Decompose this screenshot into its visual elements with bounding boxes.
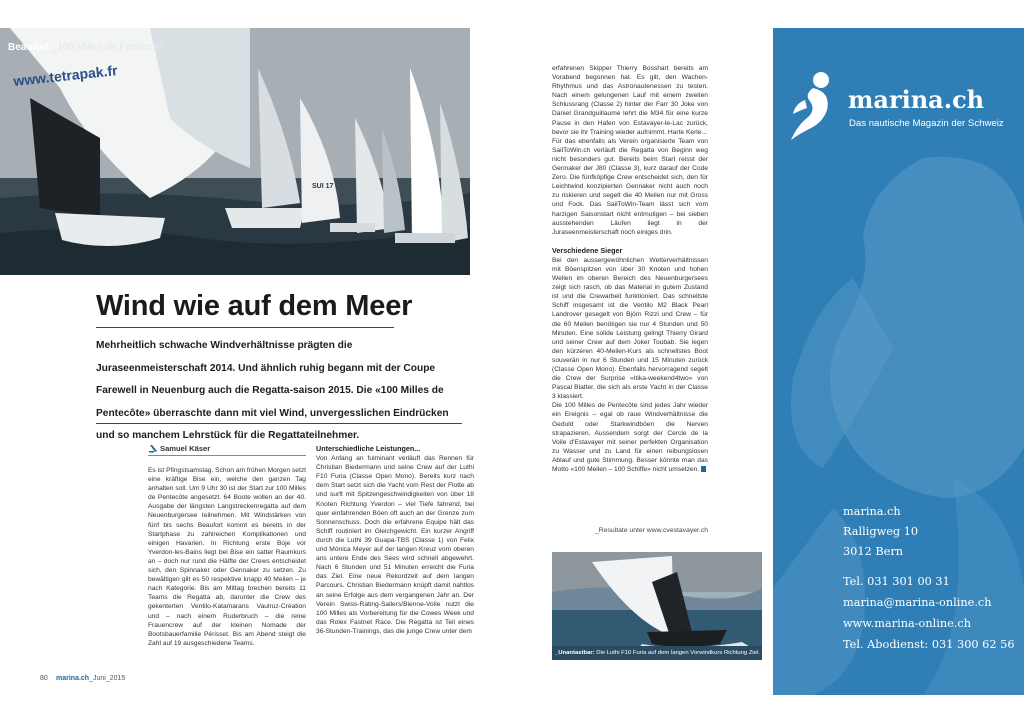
ad-street: Ralligweg 10 [843, 525, 919, 538]
article-title: Wind wie auf dem Meer [96, 290, 413, 322]
caption-label: _Unantastbar: [555, 650, 595, 656]
footer-issue: _Juni_2015 [89, 675, 126, 682]
footer-magazine [56, 675, 125, 682]
sailboat-photo-illustration [552, 552, 762, 660]
author-name: Samuel Käser [160, 444, 211, 453]
sail-number: SUI 17 [312, 183, 334, 190]
ad-company-name: marina.ch [843, 505, 901, 518]
end-of-article-icon [701, 466, 706, 472]
column-3-text-a: erfahrenen Skipper Thierry Bosshart bereits am Vorabend begonnen hat. Es gilt, den Wachen-Rhythmus und das Astronautenessen zu testen. Nach einem gelungenen Lauf mit einem zweiten Schlussrang (Classe 2) hinter der Farr 30 Joke von Daniel Grandguillaume lehrt die M34 für eine kurze Pause in den Hafen von Estavayer-le-Lac zurück, bevor sie ihr Training wieder aufnimmt. Harte Kerle... Für das ebenfalls als Verein organisierte Team von SailToWin.ch verläuft die Regatta von Beginn weg nicht besonders gut. Bereits beim Start reisst der Gennaker der J80 (Classe 3), kurz darauf der Code Zero. Die fünfköpfige Crew entscheidet sich, den für Leichtwind konzipierten Gennaker nicht auch noch zu riskieren und segelt die 40 Meilen nur mit Gross und Fock. Das SailToWin-Team lässt sich vom harzigen Saisonstart nicht entmutigen – bei sieben ausstehenden Läufen liegt in der Juraseenmeisterschaft noch einiges drin. [552, 65, 708, 236]
hero-photo [0, 28, 470, 275]
column-3-text-b: Bei den aussergewöhnlichen Wetterverhältnissen mit Böenspitzen von über 30 Knoten und hohen Wellen im oberen Bereich des Neuenburgersees zeigt sich rasch, ob das Material in gutem Zustand ist und die Crewarbeit funktioniert. Das schnellste Schiff insgesamt ist die Ventilo M2 Black Pearl Landrover gesegelt von Björn Rizzi und Crew – für die 60 Meilen benötigen sie nur 4 Stunden und 50 Minuten. Eine solide Leistung gelingt Thierry Girard und seiner Crew auf dem Joker Toubab. Sie legen den kürzeren 40-Meilen-Kurs als schnellstes Boot souverän in nur 6 Stunden und 15 Minuten zurück (Classe Open Mono). Ebenfalls hervorragend segelt die Crew der Surprise «Itika-weekend4two» von Pascal Blatter, die sich als erste Yacht in der Classe 3 klassiert. Die 100 Milles de Pentecôte sind jedes Jahr wieder ein Ereignis – egal ob raue Windverhältnisse die Geduld oder Starkwindböen die Nerven strapazieren. Aussendem sorgt der Cercle de la Voile d'Estavayer mit seiner perfekten Organisation zu Wasser und zu Land für einen reibungslosen Ablauf und gute Stimmung. Besser könnte man das Motto «100 Meilen – 100 Schiffe» nicht umsetzen. [552, 256, 708, 474]
secondary-photo [552, 552, 762, 660]
column-3-heading: Verschiedene Sieger [552, 245, 623, 255]
ad-subscription-phone: Tel. Abodienst: 031 300 62 56 [843, 638, 1015, 651]
caption-text: Die Luthi F10 Furia auf dem langen Vorwindkurs Richtung Ziel. [596, 650, 760, 656]
author-byline [148, 444, 210, 453]
title-divider [96, 327, 394, 328]
section-name: Beaufort [8, 42, 50, 53]
ad-city: 3012 Bern [843, 545, 904, 558]
regatta-photo-illustration [0, 28, 470, 275]
column-1-text: Es ist Pfingstsamstag. Schon am frühen Morgen setzt eine kräftige Bise ein, welche den ganzen Tag anhalten soll. Um 9 Uhr 30 ist der Start zur 100 Milles de Pentecôte angesetzt. 64 Boote wollen an der 40. Ausgabe der längsten Langstreckenregatta auf dem Neuenburgersee teilnehmen. Mit Windstärken von fünf bis sechs Beaufort kommt es bereits in der Startphase zu zahlreichen Komplikationen und einigen Havarien. In Richtung erste Boje vor Yverdon-les-Bains liegt bei Bise ein satter Raumkurs an – doch nur rund die Hälfte der Crews entscheidet sich, den Spinnaker oder Gennaker zu setzen. Zu bewältigen gilt es 50 respektive knapp 40 Meilen – je nach Kategorie. Bis am Mittag brechen bereits 11 Teams die Regatta ab, darunter die Crew des gekenterten Ventilo-Katamarans Vaulruz-Création und – nach einem Ruderbruch – die reine Frauencrew auf der kleinen Nomade der Bootsbauerfamilie Périsset. Bis am Abend steigt die Zahl auf 19 ausgeschiedene Teams. [148, 467, 306, 647]
page-number: 80 [40, 675, 48, 682]
article-column-2 [316, 444, 474, 636]
column-2-heading: Unterschiedliche Leistungen... [316, 444, 421, 453]
photo-caption [555, 650, 760, 656]
mermaid-logo-icon [787, 70, 845, 142]
footer-magazine-name: marina.ch [56, 675, 90, 682]
lead-divider [96, 423, 462, 424]
article-column-3 [552, 64, 708, 474]
section-label [8, 42, 164, 53]
marina-ad-panel [773, 28, 1024, 695]
results-link[interactable]: _Resultate unter www.cvestavayer.ch [595, 527, 708, 534]
column-2-text: Von Anfang an fulminant verläuft das Rennen für Christian Biedermann und seine Crew auf der Luthi F10 Furia (Classe Open Mono). Bereits kurz nach dem Start setzt sich die Yacht vom Rest der Flotte ab und surft mit Spitzengeschwindigkeiten von über 18 Knoten Richtung Yverdon – viel Tiefe fahrend, bei quer einfahrenden Böen oft auch an der Grenze zum Sonnenschuss. Doch die erfahrene Equipe hält das Schiff routiniert im Gleichgewicht. Ein kurzer Angriff durch die Luthi 39 Guapa-TBS (Classe 1) von Felix und Mónica Meyer auf der langen Kreuz vom oberen ans untere Ende des Sees wird schnell abgewehrt. Nach 6 Stunden und 51 Minuten erreicht die Furia das Ziel. Eine neue Rekordzeit auf dem langen Parcours. Christian Biedermann knüpft damit nahtlos an seine Erfolge aus dem vergangenen Jahr an. Der Verein Swiss-Rating-Sailers/Bienne-Voile nutzt die 100 Milles als Vorbereitung für die Cowes Week und das Rolex Fastnet Race. Die Regatta ist Teil eines 36-Stunden-Trainings, das die junge Crew unter dem [316, 455, 474, 635]
ad-website[interactable]: www.marina-online.ch [843, 617, 972, 630]
sponsor-sign: www.tetrapak.fr [12, 62, 119, 89]
ad-title: marina.ch [848, 85, 985, 114]
ad-tagline: Das nautische Magazin der Schweiz [849, 118, 1004, 129]
ad-email[interactable]: marina@marina-online.ch [843, 596, 992, 609]
section-subtitle: _100 Milles de Pentecôte [51, 42, 165, 53]
author-divider [148, 455, 306, 456]
article-column-1 [148, 466, 306, 648]
ad-phone: Tel. 031 301 00 31 [843, 575, 950, 588]
article-lead: Mehrheitlich schwache Windverhältnisse prägten die Juraseenmeisterschaft 2014. Und ähnlich ruhig begann mit der Coupe Farewell in Neuenburg auch die Regatta-saison 2015. Die «100 Milles de Pentecôte» überraschte dann mit viel Wind, unvergesslichen Eindrücken und so manchem Lehrstück für die Regattateilnehmer. [96, 340, 449, 441]
